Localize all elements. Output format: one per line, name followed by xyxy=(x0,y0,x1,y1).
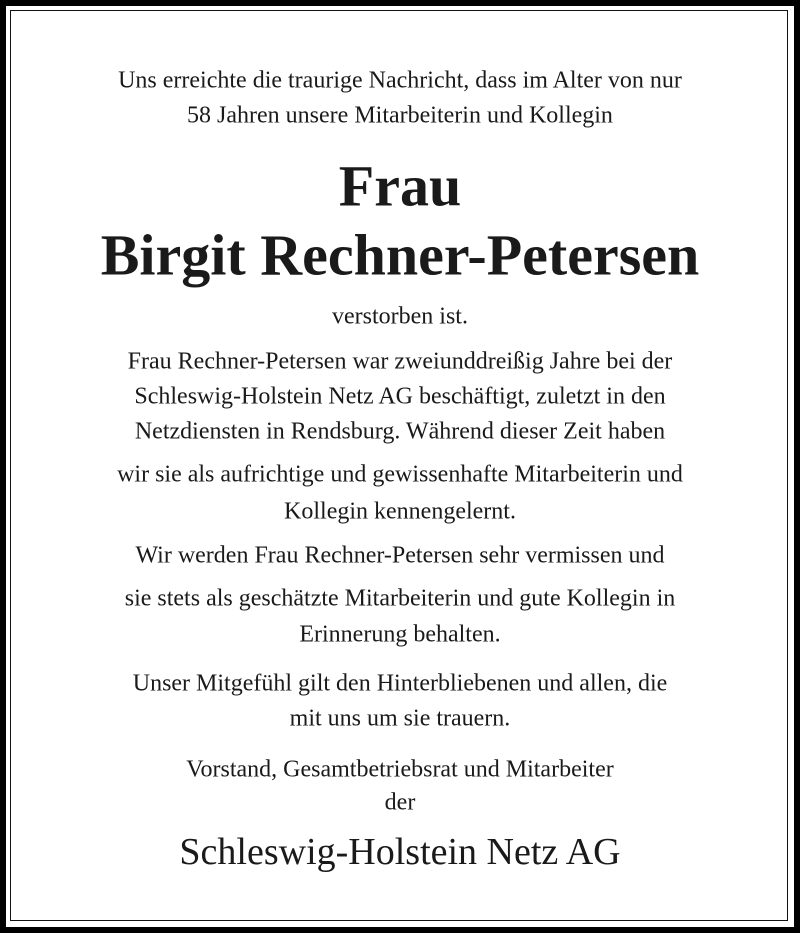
intro-line: Uns erreichte die traurige Nachricht, dass im Alter von nur xyxy=(118,67,682,94)
name-title: Frau xyxy=(338,153,462,219)
paragraph1-line: Schleswig-Holstein Netz AG beschäftigt, zuletzt in den xyxy=(134,383,666,410)
paragraph3-line: mit uns um sie trauern. xyxy=(289,705,511,732)
paragraph1-line: Kollegin kennengelernt. xyxy=(284,498,516,525)
signature-line: Vorstand, Gesamtbetriebsrat und Mitarbeiter xyxy=(186,756,614,783)
signature-line: der xyxy=(384,789,416,816)
paragraph2-line: Wir werden Frau Rechner-Petersen sehr vermissen und xyxy=(135,542,665,569)
deceased-line: verstorben ist. xyxy=(332,303,468,330)
paragraph3-line: Unser Mitgefühl gilt den Hinterbliebenen und allen, die xyxy=(132,670,668,697)
paragraph1-line: Netzdiensten in Rendsburg. Während dieser Zeit haben xyxy=(134,418,666,445)
paragraph2-line: sie stets als geschätzte Mitarbeiterin und gute Kollegin in xyxy=(124,585,676,612)
paragraph2-line: Erinnerung behalten. xyxy=(299,621,501,648)
intro-line: 58 Jahren unsere Mitarbeiterin und Kollegin xyxy=(187,102,613,129)
name-full: Birgit Rechner-Petersen xyxy=(100,222,700,288)
paragraph1-line: wir sie als aufrichtige und gewissenhafte Mitarbeiterin und xyxy=(117,461,683,488)
organization-name: Schleswig-Holstein Netz AG xyxy=(179,831,621,873)
paragraph1-line: Frau Rechner-Petersen war zweiunddreißig Jahre bei der xyxy=(127,348,673,375)
